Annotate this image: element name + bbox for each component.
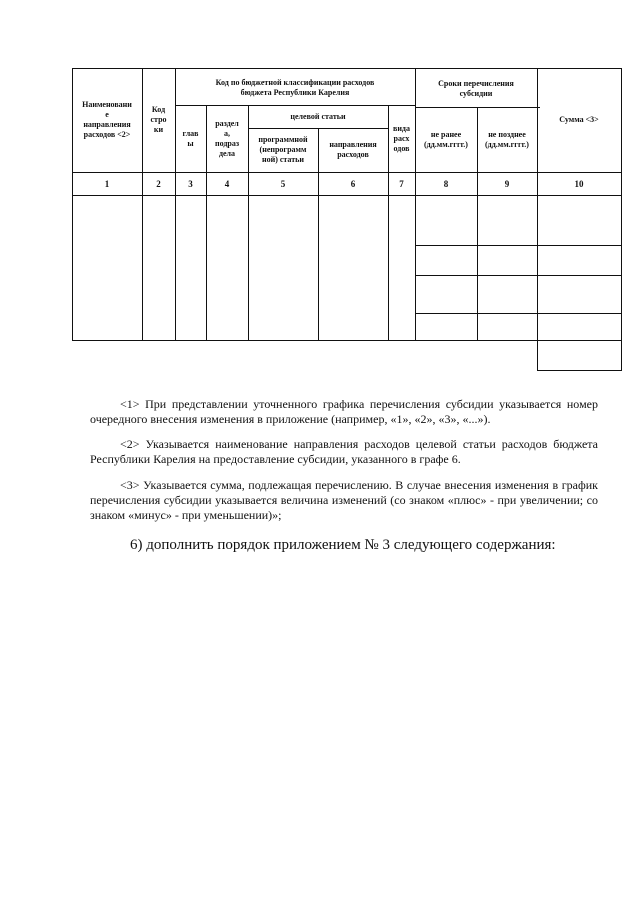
header-name: Наименовани е направления расходов <2> (82, 100, 132, 139)
header-program-article: программной (непрограмм ной) статьи (258, 135, 308, 164)
table-rule (415, 275, 622, 276)
header-code: Код стро ки (150, 105, 167, 134)
column-number: 8 (443, 178, 449, 189)
column-number: 1 (104, 178, 110, 189)
column-number: 6 (350, 178, 356, 189)
amendment-item-6: 6) дополнить порядок приложением № 3 следующего содержания: (130, 537, 556, 553)
column-number: 10 (574, 178, 584, 189)
header-target-article: целевой статьи (290, 111, 346, 121)
subsidy-transfer-table (0, 0, 640, 380)
table-rule (72, 195, 622, 196)
header-not-earlier: не ранее (дд.мм.гггг.) (424, 129, 468, 149)
column-number: 5 (280, 178, 286, 189)
header-chief: глав ы (182, 128, 199, 148)
header-transfer-terms: Сроки перечисления субсидии (438, 78, 514, 98)
column-number: 3 (188, 178, 193, 189)
header-sum: Сумма <3> (559, 115, 599, 124)
table-rule (415, 245, 622, 246)
header-budget-classification: Код по бюджетной классификации расходов бюджета Республики Карелия (215, 77, 375, 97)
header-expense-direction: направления расходов (329, 140, 377, 159)
header-not-later: не позднее (дд.мм.гггг.) (485, 129, 529, 149)
column-number: 2 (156, 178, 161, 189)
table-border-bottom (537, 370, 622, 371)
column-number: 4 (224, 178, 230, 189)
header-section: раздел а, подраз дела (214, 118, 240, 158)
table-rule (415, 313, 622, 314)
header-expense-type: вида расх одов (393, 123, 410, 153)
footnote-2: <2> Указывается наименование направления расходов целевой статьи расходов бюджета Республики Карелия на предоставление субсидии, указанного в графе 6. (90, 437, 598, 466)
column-number: 9 (504, 178, 510, 189)
column-number: 7 (399, 178, 404, 189)
table-rule (72, 340, 622, 341)
footnote-3: <3> Указывается сумма, подлежащая перечислению. В случае внесения изменения в график перечисления субсидии указывается величина изменений (со знаком «плюс» - при увеличении; со знаком «минус» - при уменьшении)»; (90, 478, 598, 522)
footnote-1: <1> При представлении уточненного графика перечисления субсидии указывается номер очередного внесения изменения в приложение (например, «1», «2», «3», «...»). (90, 397, 598, 426)
table-border-right (621, 68, 622, 370)
